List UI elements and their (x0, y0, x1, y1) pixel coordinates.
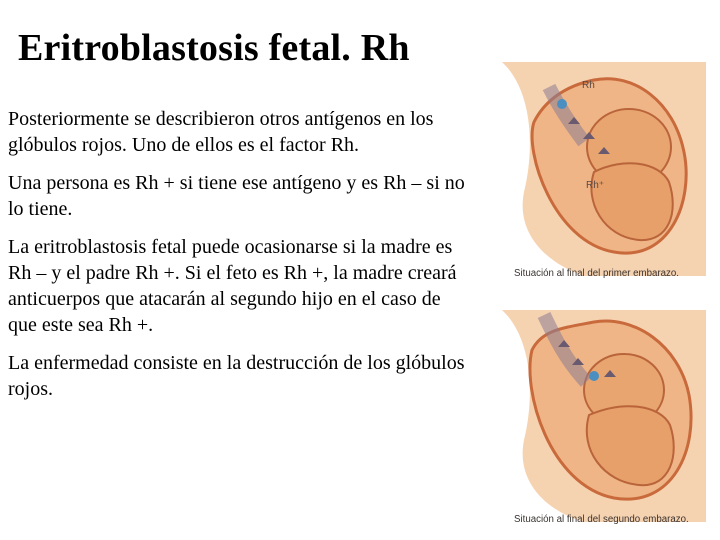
antibody-marker (557, 99, 567, 109)
fetus-rh-label: Rh⁺ (586, 180, 605, 191)
paragraph-disease: La enfermedad consiste en la destrucción de los glóbulos rojos. (8, 352, 465, 400)
slide-title: Eritroblastosis fetal. Rh (18, 27, 410, 69)
antibody-marker (589, 371, 599, 381)
first-pregnancy-image (494, 62, 706, 276)
paragraph-cause: La eritroblastosis fetal puede ocasionarse si la madre es Rh – y el padre Rh +. Si el feto es Rh +, la madre creará anticuerpos que atacarán al segundo hijo en el caso de que este sea Rh +. (8, 236, 457, 336)
paragraph-antigens: Posteriormente se describieron otros antígenos en los glóbulos rojos. Uno de ellos es el factor Rh. (8, 108, 434, 156)
second-pregnancy-caption: Situación al final del segundo embarazo. (514, 514, 689, 525)
paragraph-rh-definition: Una persona es Rh + si tiene ese antígeno y es Rh – si no lo tiene. (8, 172, 465, 220)
first-pregnancy-caption: Situación al final del primer embarazo. (514, 268, 679, 279)
body-text (8, 106, 470, 414)
pregnancy-illustration (494, 62, 706, 536)
mother-rh-label: Rh (582, 80, 595, 91)
second-pregnancy-image (494, 310, 706, 522)
